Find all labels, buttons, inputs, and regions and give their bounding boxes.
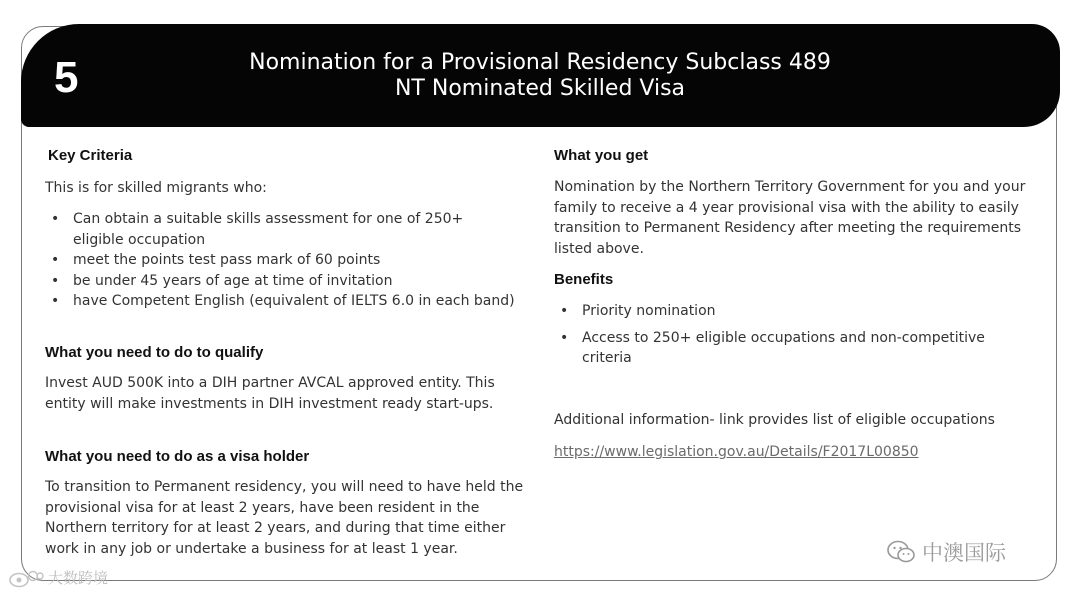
visa-holder-text: To transition to Permanent residency, you will need to have held the provisional visa for at least 2 years, have been resident in the Northern territory for at least 2 years, and during that time either work in any job or undertake a business for at least 1 year. — [45, 479, 524, 557]
page-title-line1: Nomination for a Provisional Residency Subclass 489 — [249, 50, 831, 75]
qualify-text: Invest AUD 500K into a DIH partner AVCAL approved entity. This entity will make investments in DIH investment ready start-ups. — [45, 375, 495, 412]
watermark-right-text: 中澳国际 — [922, 541, 1006, 565]
list-item: • Access to 250+ eligible occupations and non-competitive criteria — [554, 328, 1024, 369]
what-you-get-heading: What you get — [554, 147, 649, 164]
list-item: • Priority nomination — [554, 301, 1024, 322]
watermark-left — [8, 567, 108, 588]
watermark-right — [886, 537, 1006, 567]
wechat-icon — [886, 539, 916, 565]
key-criteria-intro: This is for skilled migrants who: — [45, 180, 267, 196]
what-you-get-text: Nomination by the Northern Territory Government for you and your family to receive a 4 year provisional visa with the ability to easily transition to Permanent Residency after meeting the requirements listed above. — [554, 179, 1026, 257]
weibo-icon — [8, 568, 44, 588]
key-criteria-list — [45, 209, 515, 312]
key-criteria-heading: Key Criteria — [48, 147, 133, 164]
page-title — [210, 50, 870, 102]
page-title-line2: NT Nominated Skilled Visa — [394, 76, 686, 101]
list-item: • Can obtain a suitable skills assessment for one of 250+ eligible occupation — [45, 209, 515, 250]
eligible-occupations-link[interactable]: https://www.legislation.gov.au/Details/F2017L00850 — [554, 444, 919, 460]
benefits-list — [554, 301, 1024, 375]
section-number: 5 — [54, 53, 79, 102]
qualify-heading: What you need to do to qualify — [45, 344, 264, 361]
list-item: • have Competent English (equivalent of IELTS 6.0 in each band) — [45, 291, 515, 312]
visa-holder-heading: What you need to do as a visa holder — [45, 448, 310, 465]
list-item: • meet the points test pass mark of 60 points — [45, 250, 515, 271]
watermark-left-text: 大数跨境 — [48, 569, 109, 587]
additional-info-text: Additional information- link provides list of eligible occupations — [554, 412, 995, 428]
benefits-heading: Benefits — [554, 271, 614, 288]
list-item: • be under 45 years of age at time of invitation — [45, 271, 515, 292]
